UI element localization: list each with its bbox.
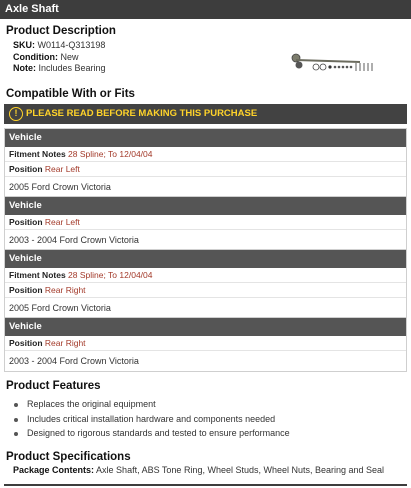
package-contents-label: Package Contents:	[13, 465, 95, 475]
vehicle-header: Vehicle	[5, 318, 406, 336]
vehicle-card	[4, 317, 407, 372]
vehicle-header: Vehicle	[5, 197, 406, 215]
package-contents-value: Axle Shaft, ABS Tone Ring, Wheel Studs, Wheel Nuts, Bearing and Seal	[96, 465, 385, 475]
position-value: Rear Left	[44, 217, 80, 227]
product-description-title: Product Description	[6, 25, 116, 37]
warning-text: PLEASE READ BEFORE MAKING THIS PURCHASE	[26, 108, 258, 119]
condition-label: Condition:	[13, 52, 58, 62]
vehicle-model: 2005 Ford Crown Victoria	[9, 303, 111, 313]
feature-item: Replaces the original equipment	[13, 397, 403, 412]
position-label: Position	[9, 164, 43, 174]
sku-value: W0114-Q313198	[37, 40, 106, 50]
footer-divider	[4, 484, 407, 486]
vehicle-model: 2003 - 2004 Ford Crown Victoria	[9, 356, 139, 366]
position-row	[5, 162, 406, 177]
condition-value: New	[60, 52, 79, 62]
fitment-notes-label: Fitment Notes	[9, 270, 66, 280]
vehicle-model: 2003 - 2004 Ford Crown Victoria	[9, 235, 139, 245]
note-row	[13, 63, 106, 73]
features-list	[13, 397, 403, 441]
vehicle-header: Vehicle	[5, 129, 406, 147]
exclamation-icon: !	[9, 107, 23, 121]
fitment-notes-value: 28 Spline; To 12/04/04	[68, 149, 153, 159]
fitment-notes-row	[5, 268, 406, 283]
vehicle-model: 2005 Ford Crown Victoria	[9, 182, 111, 192]
feature-item: Designed to rigorous standards and tested to ensure performance	[13, 426, 403, 441]
position-label: Position	[9, 338, 43, 348]
position-row	[5, 336, 406, 351]
condition-row	[13, 52, 79, 62]
fitment-notes-value: 28 Spline; To 12/04/04	[68, 270, 153, 280]
vehicle-card	[4, 249, 407, 319]
product-image	[290, 48, 385, 76]
purchase-warning	[4, 104, 407, 124]
position-row	[5, 215, 406, 230]
position-label: Position	[9, 285, 43, 295]
sku-row	[13, 40, 105, 50]
fitment-notes-label: Fitment Notes	[9, 149, 66, 159]
note-value: Includes Bearing	[38, 63, 106, 73]
position-value: Rear Right	[44, 285, 86, 295]
product-specifications-title: Product Specifications	[6, 451, 131, 463]
position-row	[5, 283, 406, 298]
vehicle-card	[4, 196, 407, 251]
vehicle-header: Vehicle	[5, 250, 406, 268]
vehicle-card	[4, 128, 407, 198]
position-value: Rear Right	[44, 338, 86, 348]
feature-item: Includes critical installation hardware and components needed	[13, 412, 403, 427]
page-header: Axle Shaft	[0, 0, 411, 19]
product-features-title: Product Features	[6, 380, 101, 392]
fitment-notes-row	[5, 147, 406, 162]
position-label: Position	[9, 217, 43, 227]
note-label: Note:	[13, 63, 36, 73]
position-value: Rear Left	[44, 164, 80, 174]
compatibility-title: Compatible With or Fits	[6, 88, 135, 100]
package-contents-row	[13, 465, 384, 475]
sku-label: SKU:	[13, 40, 35, 50]
